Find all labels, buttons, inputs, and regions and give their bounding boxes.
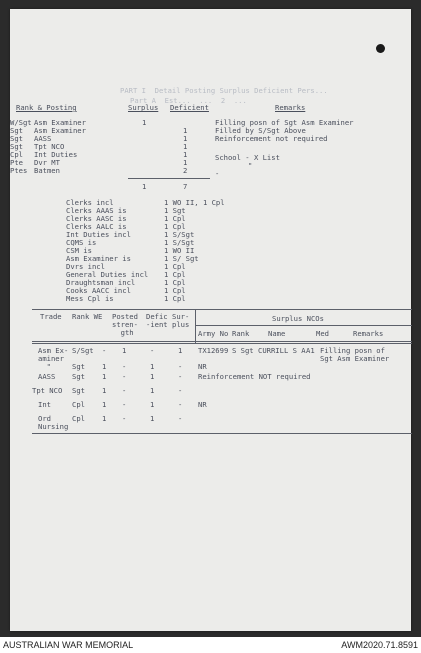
header-posted-strength: Posted stren- gth: [112, 312, 138, 337]
cell-posted: 1: [102, 372, 107, 381]
archive-footer: [0, 637, 421, 653]
include-label: Clerks AASC is: [66, 214, 127, 223]
header-surplus: Surplus: [128, 103, 159, 112]
cell-army-no: NR: [198, 362, 207, 371]
cell-deficient: -: [122, 386, 127, 395]
cell-surplus: -: [178, 400, 183, 409]
cell-surplus: 1: [178, 346, 183, 355]
include-value: 1 Cpl: [164, 214, 186, 223]
cell-surplus: -: [178, 372, 183, 381]
footer-accession-number: AWM2020.71.8591: [341, 640, 418, 650]
cell-name: CURRILL S A: [258, 346, 306, 355]
row-remarks: Filled by S/Sgt Above: [215, 126, 306, 135]
totals-rule: [128, 178, 210, 179]
cell-surplus-rank: S Sgt: [232, 346, 254, 355]
cell-posted: 1: [102, 400, 107, 409]
cell-army-no: NR: [198, 400, 207, 409]
cell-army-no: Reinforcement NOT required: [198, 372, 311, 381]
cell-deficient-2: 1: [150, 362, 155, 371]
cell-rank: S/Sgt: [72, 346, 94, 355]
row-posting: Tpt NCO: [34, 142, 65, 151]
cell-deficient-2: 1: [150, 400, 155, 409]
row-deficient: 1: [183, 158, 188, 167]
cell-deficient-2: -: [150, 346, 155, 355]
include-value: 1 Cpl: [164, 278, 186, 287]
include-label: Int Duties incl: [66, 230, 131, 239]
include-label: CSM is: [66, 246, 92, 255]
include-value: 1 Sgt: [164, 206, 186, 215]
row-posting: Int Duties: [34, 150, 78, 159]
row-remarks: -: [215, 169, 220, 178]
cell-deficient: -: [122, 414, 127, 423]
cell-posted: 1: [102, 414, 107, 423]
row-rank: Sgt: [10, 134, 23, 143]
row-deficient: 1: [183, 126, 188, 135]
include-label: Clerks incl: [66, 198, 114, 207]
include-value: 1 S/ Sgt: [164, 254, 199, 263]
include-value: 1 Cpl: [164, 270, 186, 279]
include-value: 1 Cpl: [164, 286, 186, 295]
cell-deficient: -: [122, 400, 127, 409]
include-label: Dvrs incl: [66, 262, 105, 271]
include-value: 1 S/Sgt: [164, 238, 195, 247]
surplus-ncos-divider: [195, 309, 196, 343]
table-header-rule-2: [32, 343, 412, 344]
cell-posted: 1: [102, 362, 107, 371]
cell-med: A1: [306, 346, 315, 355]
total-deficient: 7: [183, 182, 188, 191]
row-deficient: 1: [183, 134, 188, 143]
table-bottom-rule: [32, 433, 412, 434]
row-rank: W/Sgt: [10, 118, 32, 127]
cell-surplus: -: [178, 362, 183, 371]
bleed-through-text-2: Part A Est... ... 2 ...: [130, 96, 247, 105]
cell-deficient-2: 1: [150, 372, 155, 381]
header-deficient: Defic -ient: [146, 312, 168, 329]
header-med: Med: [316, 329, 329, 338]
cell-trade: Int: [38, 400, 51, 409]
row-remarks: School - X List: [215, 153, 280, 162]
row-posting: Asm Examiner: [34, 118, 86, 127]
include-value: 1 WO II: [164, 246, 195, 255]
include-value: 1 Cpl: [164, 262, 186, 271]
header-rank: Rank: [232, 329, 250, 338]
include-value: 1 Cpl: [164, 222, 186, 231]
cell-remarks: Filling posn of Sgt Asm Examiner: [320, 346, 390, 363]
row-surplus: 1: [142, 118, 147, 127]
punch-hole: [376, 44, 385, 53]
include-label: Cooks AACC incl: [66, 286, 131, 295]
include-value: 1 Cpl: [164, 294, 186, 303]
row-deficient: 1: [183, 150, 188, 159]
include-label: Mess Cpl is: [66, 294, 114, 303]
cell-posted: -: [102, 346, 107, 355]
include-label: General Duties incl: [66, 270, 149, 279]
cell-rank: Cpl: [72, 414, 85, 423]
total-surplus: 1: [142, 182, 147, 191]
cell-surplus: -: [178, 386, 183, 395]
header-name: Name: [268, 329, 286, 338]
include-value: 1 S/Sgt: [164, 230, 195, 239]
document-page: [10, 9, 411, 631]
header-trade: Trade: [40, 312, 62, 321]
cell-rank: Sgt: [72, 372, 85, 381]
table-top-rule: [32, 309, 412, 310]
row-remarks: Filling posn of Sgt Asm Examiner: [215, 118, 354, 127]
row-rank: Sgt: [10, 126, 23, 135]
cell-deficient: -: [122, 362, 127, 371]
cell-trade: AASS: [38, 372, 56, 381]
cell-deficient: 1: [122, 346, 127, 355]
header-remarks: Remarks: [353, 329, 384, 338]
row-deficient: 1: [183, 142, 188, 151]
header-rank-posting: Rank & Posting: [16, 103, 77, 112]
header-surplus-ncos: Surplus NCOs: [272, 314, 324, 323]
cell-army-no: TX12699: [198, 346, 229, 355]
cell-rank: Sgt: [72, 386, 85, 395]
row-rank: Pte: [10, 158, 23, 167]
cell-trade: Ord Nursing: [38, 414, 69, 431]
cell-deficient-2: 1: [150, 386, 155, 395]
table-header-rule: [32, 341, 412, 342]
row-posting: Dvr MT: [34, 158, 60, 167]
header-surplus: Sur- plus: [172, 312, 190, 329]
header-rank-we: Rank WE: [72, 312, 103, 321]
cell-deficient: -: [122, 372, 127, 381]
row-posting: AASS: [34, 134, 52, 143]
include-label: Draughtsman incl: [66, 278, 136, 287]
row-rank: Sgt: [10, 142, 23, 151]
include-label: Asm Examiner is: [66, 254, 131, 263]
cell-trade: Tpt NCO: [32, 386, 63, 395]
row-posting: Asm Examiner: [34, 126, 86, 135]
include-label: CQMS is: [66, 238, 97, 247]
header-deficient: Deficient: [170, 103, 209, 112]
row-remarks: ": [248, 161, 253, 170]
cell-surplus: -: [178, 414, 183, 423]
bleed-through-text-1: PART I Detail Posting Surplus Deficient Pers...: [120, 86, 328, 95]
header-remarks: Remarks: [275, 103, 306, 112]
cell-deficient-2: 1: [150, 414, 155, 423]
header-army-no: Army No: [198, 329, 229, 338]
cell-posted: 1: [102, 386, 107, 395]
row-remarks: Reinforcement not required: [215, 134, 328, 143]
cell-rank: Cpl: [72, 400, 85, 409]
row-deficient: 2: [183, 166, 188, 175]
include-label: Clerks AALC is: [66, 222, 127, 231]
cell-rank: Sgt: [72, 362, 85, 371]
footer-institution: AUSTRALIAN WAR MEMORIAL: [3, 640, 134, 650]
include-label: Clerks AAAS is: [66, 206, 127, 215]
row-posting: Batmen: [34, 166, 60, 175]
surplus-ncos-rule: [195, 325, 412, 326]
cell-trade: Asm Ex- aminer ": [38, 346, 69, 371]
row-rank: Ptes: [10, 166, 28, 175]
include-value: 1 WO II, 1 Cpl: [164, 198, 225, 207]
row-rank: Cpl: [10, 150, 23, 159]
